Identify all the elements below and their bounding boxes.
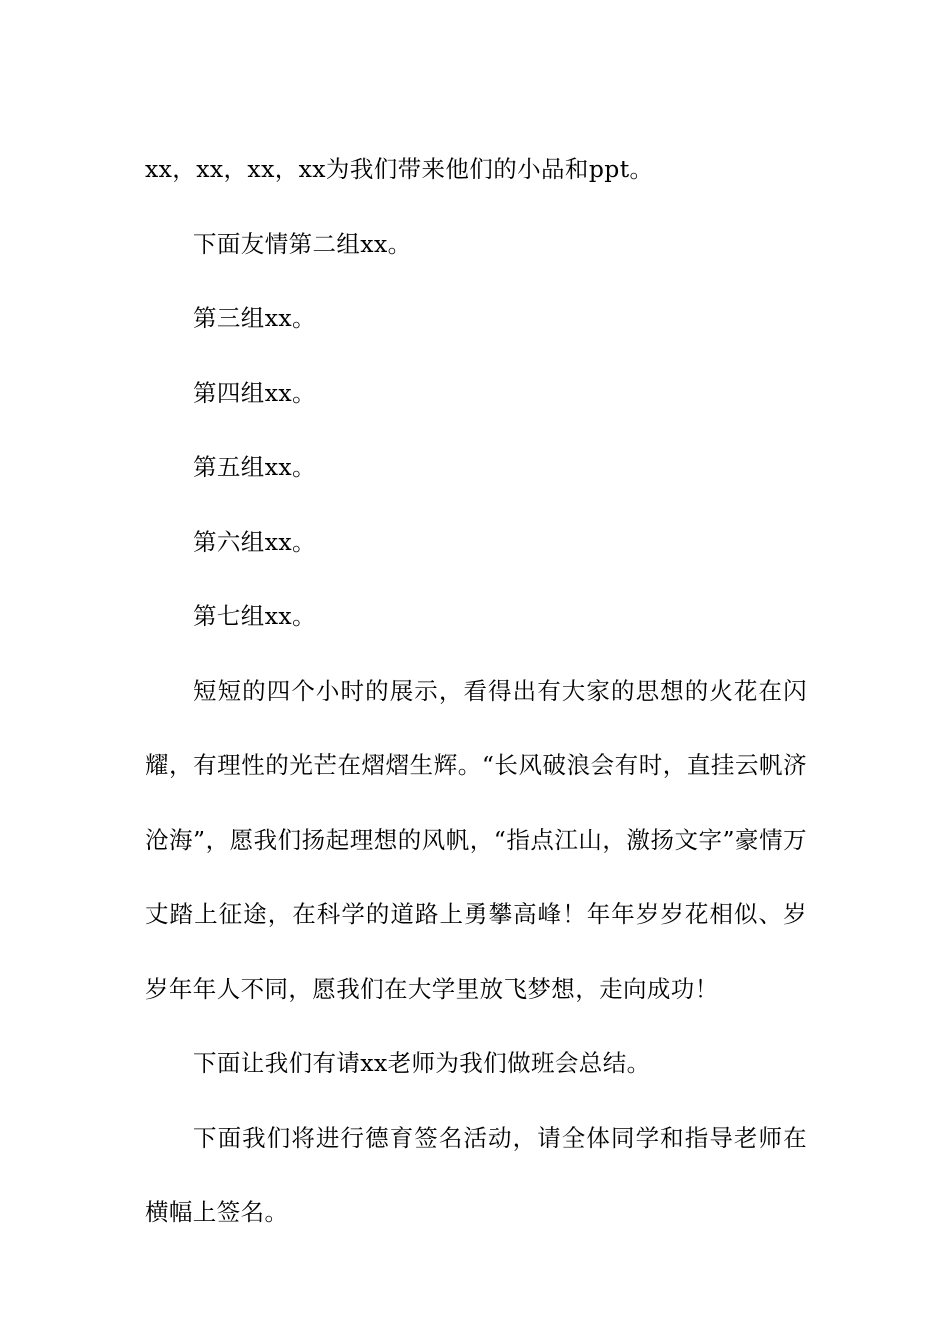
paragraph-group-five: 第五组xx。 bbox=[193, 453, 316, 481]
paragraph-teacher-summary: 下面让我们有请xx老师为我们做班会总结。 bbox=[193, 1049, 651, 1077]
document-body bbox=[145, 132, 807, 1250]
paragraph-group-three: 第三组xx。 bbox=[193, 304, 316, 332]
paragraph-signing-activity: 下面我们将进行德育签名活动，请全体同学和指导老师在横幅上签名。 bbox=[145, 1123, 807, 1226]
paragraph-closing-remarks: 短短的四个小时的展示，看得出有大家的思想的火花在闪耀，有理性的光芒在熠熠生辉。“长风破浪会有时，直挂云帆济沧海”，愿我们扬起理想的风帆，“指点江山，激扬文字”豪情万丈踏上征途，在科学的道路上勇攀高峰！年年岁岁花相似、岁岁年年人不同，愿我们在大学里放飞梦想，走向成功！ bbox=[145, 676, 807, 1003]
paragraph-group-four: 第四组xx。 bbox=[193, 378, 316, 407]
paragraph-groups-intro: xx，xx，xx，xx为我们带来他们的小品和ppt。 bbox=[145, 155, 654, 183]
paragraph-group-six: 第六组xx。 bbox=[193, 527, 316, 556]
paragraph-group-seven: 第七组xx。 bbox=[193, 602, 316, 630]
paragraph-group-two: 下面友情第二组xx。 bbox=[193, 229, 412, 258]
